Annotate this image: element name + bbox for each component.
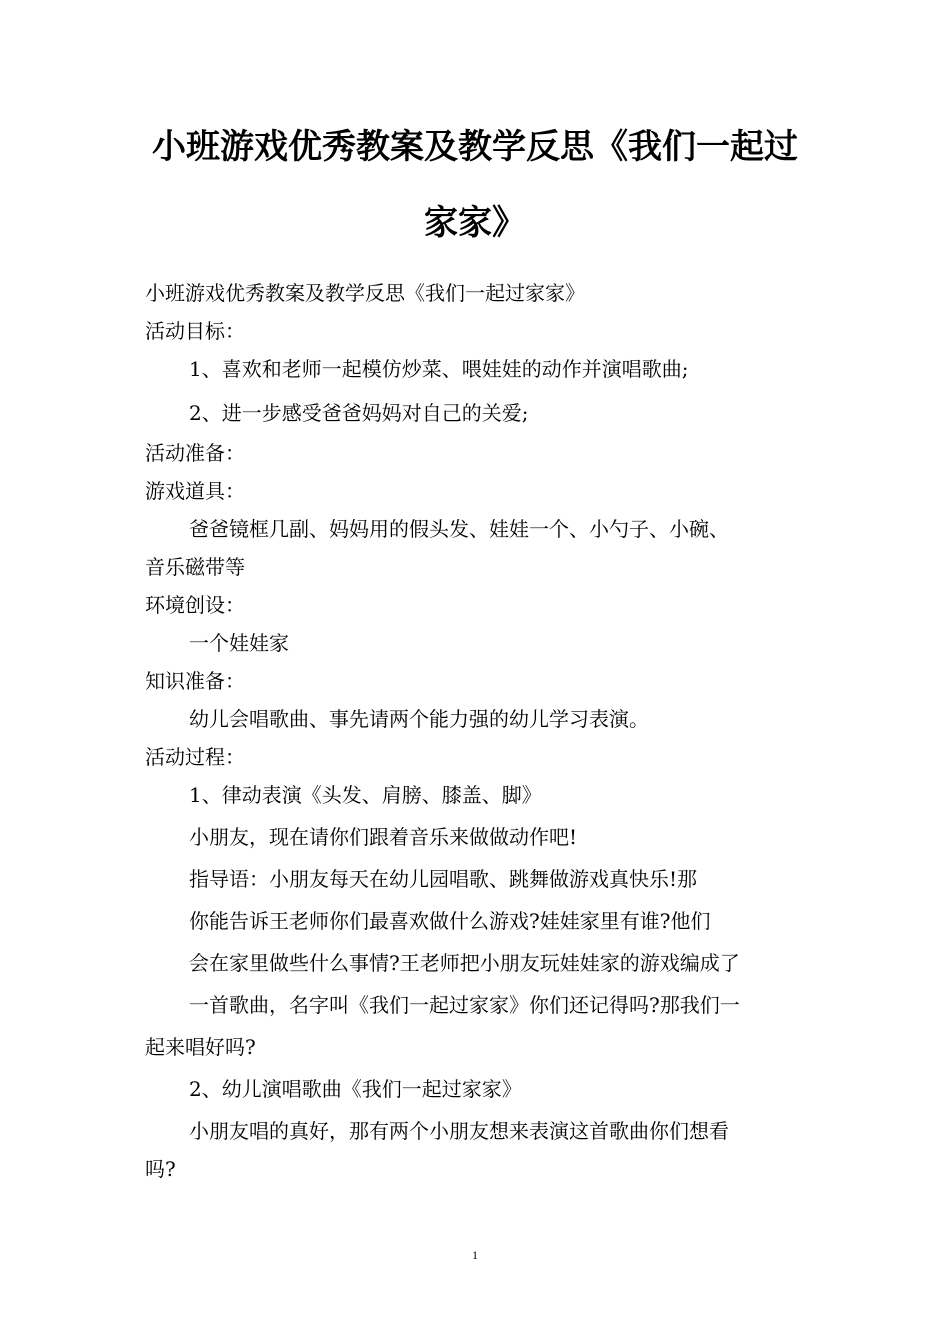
section-heading-preparation: 活动准备：	[145, 441, 245, 465]
guidance-line-2: 你能告诉王老师你们最喜欢做什么游戏?娃娃家里有谁?他们	[189, 909, 711, 933]
knowledge-paragraph: 幼儿会唱歌曲、事先请两个能力强的幼儿学习表演。	[189, 707, 649, 731]
props-paragraph-line-2: 音乐磁带等	[145, 555, 245, 579]
intro-title-paragraph: 小班游戏优秀教案及教学反思《我们一起过家家》	[145, 281, 585, 305]
guidance-line-3: 会在家里做些什么事情?王老师把小朋友玩娃娃家的游戏编成了	[189, 951, 740, 975]
props-paragraph-line-1: 爸爸镜框几副、妈妈用的假头发、娃娃一个、小勺子、小碗、	[189, 517, 729, 541]
guidance-line-5: 起来唱好吗?	[145, 1035, 256, 1059]
process-step-2: 2、幼儿演唱歌曲《我们一起过家家》	[189, 1077, 522, 1101]
environment-paragraph: 一个娃娃家	[189, 631, 289, 655]
goal-item-1: 1、喜欢和老师一起模仿炒菜、喂娃娃的动作并演唱歌曲;	[189, 357, 689, 381]
process-paragraph-2-line-2: 吗?	[145, 1157, 176, 1181]
guidance-line-4: 一首歌曲，名字叫《我们一起过家家》你们还记得吗?那我们一	[189, 993, 740, 1017]
document-title-line-2: 家家》	[424, 203, 526, 243]
subheading-knowledge: 知识准备：	[145, 669, 245, 693]
process-paragraph-1: 小朋友，现在请你们跟着音乐来做做动作吧!	[189, 825, 578, 849]
process-paragraph-2-line-1: 小朋友唱的真好，那有两个小朋友想来表演这首歌曲你们想看	[189, 1119, 729, 1143]
section-heading-process: 活动过程：	[145, 745, 245, 769]
subheading-props: 游戏道具：	[145, 479, 245, 503]
goal-item-2: 2、进一步感受爸爸妈妈对自己的关爱;	[189, 401, 529, 425]
process-step-1: 1、律动表演《头发、肩膀、膝盖、脚》	[189, 783, 542, 807]
page-number: 1	[472, 1248, 478, 1262]
subheading-environment: 环境创设：	[145, 593, 245, 617]
document-title-line-1: 小班游戏优秀教案及教学反思《我们一起过	[152, 127, 798, 167]
section-heading-goals: 活动目标：	[145, 319, 245, 343]
guidance-line-1: 指导语：小朋友每天在幼儿园唱歌、跳舞做游戏真快乐!那	[189, 867, 698, 891]
